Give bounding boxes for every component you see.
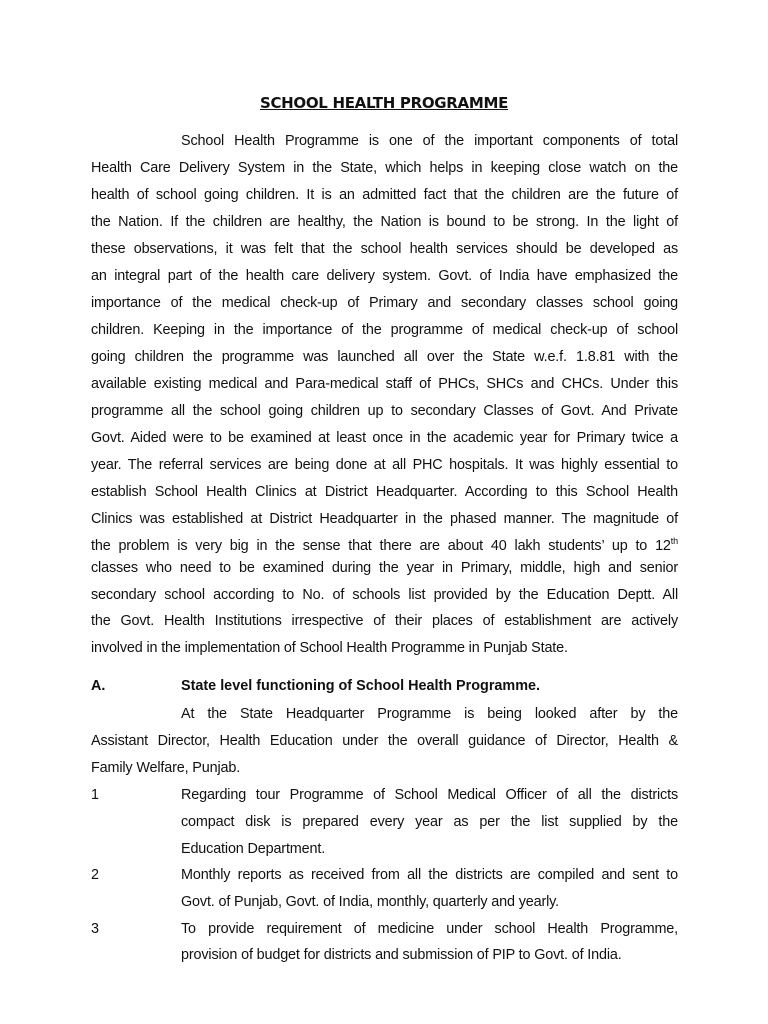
- line-text: the problem is very big in the sense that there are about 40 lakh students’ up to 12: [91, 538, 671, 554]
- line-text: an integral part of the health care delivery system. Govt. of India have emphasized the: [91, 268, 678, 284]
- line-text: secondary school according to No. of schools list provided by the Education Deptt. All: [91, 587, 678, 603]
- list-item-line: [181, 919, 678, 939]
- paragraph-line: [91, 428, 678, 448]
- line-text: importance of the medical check-up of Primary and secondary classes school going: [91, 295, 678, 311]
- paragraph-line: [91, 536, 678, 556]
- line-text: the Govt. Health Institutions irrespective of their places of establishment are actively: [91, 613, 678, 629]
- line-text: available existing medical and Para-medical staff of PHCs, SHCs and CHCs. Under this: [91, 376, 678, 392]
- list-item-line: [181, 945, 678, 965]
- paragraph-line: [91, 347, 678, 367]
- line-text: Govt. Aided were to be examined at least once in the academic year for Primary twice a: [91, 430, 678, 446]
- paragraph-line: [91, 293, 678, 313]
- superscript: th: [670, 536, 678, 547]
- paragraph-line: [91, 185, 678, 205]
- line-text: year. The referral services are being done at all PHC hospitals. It was highly essential to: [91, 457, 678, 473]
- section-title: State level functioning of School Health Programme.: [181, 678, 541, 694]
- line-text: going children the programme was launched all over the State w.e.f. 1.8.81 with the: [91, 349, 678, 365]
- paragraph-line: [91, 482, 678, 502]
- paragraph-line: [91, 455, 678, 475]
- paragraph-line: [181, 704, 678, 724]
- line-text: Education Department.: [181, 841, 326, 857]
- section-label: A.: [91, 678, 106, 694]
- line-text: At the State Headquarter Programme is being looked after by the: [181, 706, 678, 722]
- line-text: Assistant Director, Health Education under the overall guidance of Director, Health &: [91, 733, 678, 749]
- line-text: To provide requirement of medicine under school Health Programme,: [181, 921, 678, 937]
- line-text: the Nation. If the children are healthy, the Nation is bound to be strong. In the light of: [91, 214, 678, 230]
- line-text: School Health Programme is one of the important components of total: [181, 133, 678, 149]
- paragraph-line: [91, 212, 678, 232]
- list-item-number: 3: [91, 921, 100, 937]
- paragraph-line: [91, 638, 678, 658]
- list-item-line: [181, 865, 678, 885]
- line-text: these observations, it was felt that the school health services should be developed as: [91, 241, 678, 257]
- section-heading: [91, 676, 541, 696]
- paragraph-line: [181, 131, 678, 151]
- line-text: children. Keeping in the importance of the programme of medical check-up of school: [91, 322, 678, 338]
- list-item-line: [181, 785, 678, 805]
- list-item-number: 1: [91, 787, 100, 803]
- paragraph-line: [91, 158, 678, 178]
- line-text: Monthly reports as received from all the districts are compiled and sent to: [181, 867, 678, 883]
- line-text: programme all the school going children up to secondary Classes of Govt. And Private: [91, 403, 678, 419]
- line-text: Regarding tour Programme of School Medical Officer of all the districts: [181, 787, 678, 803]
- paragraph-line: [91, 731, 678, 751]
- list-item-number: 2: [91, 867, 100, 883]
- line-text: health of school going children. It is an admitted fact that the children are the future of: [91, 187, 678, 203]
- paragraph-line: [91, 611, 678, 631]
- paragraph-line: [91, 509, 678, 529]
- paragraph-line: [91, 320, 678, 340]
- paragraph-line: [91, 558, 678, 578]
- paragraph-line: [91, 585, 678, 605]
- line-text: provision of budget for districts and submission of PIP to Govt. of India.: [181, 947, 622, 963]
- line-text: compact disk is prepared every year as per the list supplied by the: [181, 814, 678, 830]
- paragraph-line: [91, 758, 678, 778]
- line-text: Family Welfare, Punjab.: [91, 760, 241, 776]
- document-title: SCHOOL HEALTH PROGRAMME: [259, 94, 509, 112]
- line-text: Govt. of Punjab, Govt. of India, monthly, quarterly and yearly.: [181, 894, 559, 910]
- paragraph-line: [91, 266, 678, 286]
- line-text: establish School Health Clinics at District Headquarter. According to this School Health: [91, 484, 678, 500]
- paragraph-line: [91, 401, 678, 421]
- list-item-line: [181, 892, 678, 912]
- paragraph-line: [91, 239, 678, 259]
- list-item-line: [181, 839, 678, 859]
- list-item-line: [181, 812, 678, 832]
- paragraph-line: [91, 374, 678, 394]
- line-text: involved in the implementation of School Health Programme in Punjab State.: [91, 640, 568, 656]
- line-text: classes who need to be examined during the year in Primary, middle, high and senior: [91, 560, 678, 576]
- line-text: Health Care Delivery System in the State, which helps in keeping close watch on the: [91, 160, 678, 176]
- line-text: Clinics was established at District Headquarter in the phased manner. The magnitude of: [91, 511, 678, 527]
